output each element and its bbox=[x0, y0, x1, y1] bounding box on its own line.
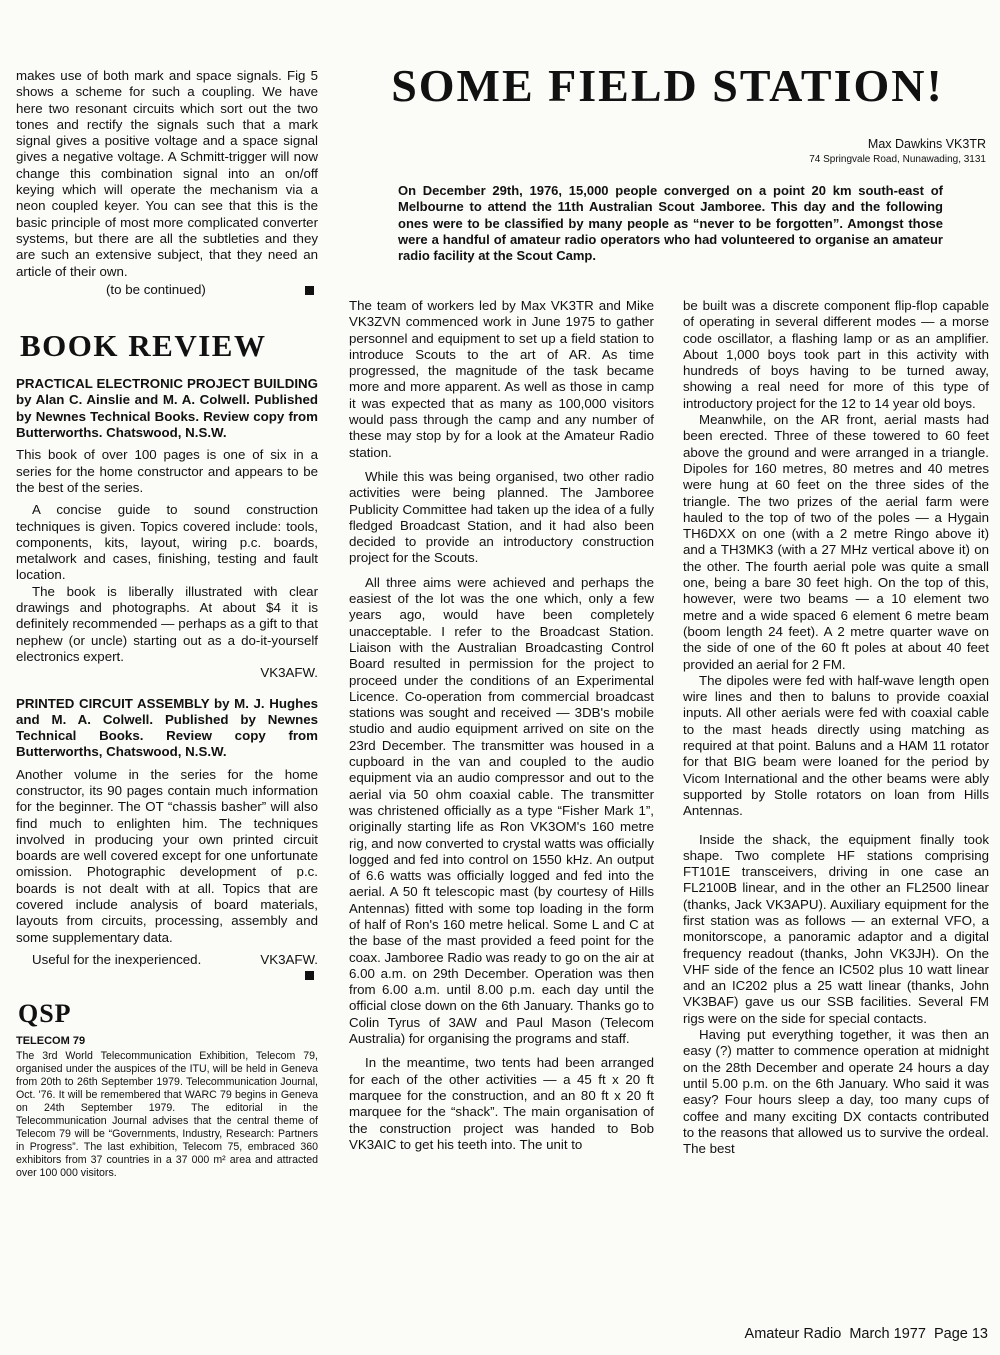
article-para-8: Inside the shack, the equipment finally took shape. Two complete HF stations comprising FT101E transceivers, driving in one case an FL2100B linear, and in the other an FL2500 linear (thanks, Jack VK3APU). Auxiliary equipment for the first station was as follows — an external VFO, a monitorscope, a panoramic adaptor and a digital frequency readout (thanks, John VK3JH). On the VHF side of the fence an IC502 plus 10 watt linear and an IC202 plus a 25 watt linear (thanks, John VK3BAF) gave us our SSB facilities. Several FM rigs were on the side for special contacts. bbox=[683, 831, 989, 1026]
article-para-3: All three aims were achieved and perhaps the easiest of the lot was the one which, only a few years ago, would have been completely unacceptable. I refer to the Broadcast Station. Liaison with the Australian Broadcasting Control Board resulted in permission for the project to proceed under the conditions of an Experimental Licence. Co-operation from commercial broadcast stations was sought and received — 3DB's mobile studio and audio equipment arrived on site on the 23rd December. The transmitter was housed in a cupboard in the van and coupled to the audio equipment via an audio compressor and out to the aerial via 50 ohm coaxial cable. The transmitter was christened officially as a type “Fisher Mark 1”, originally starting life as Ron VK3OM's 160 metre rig, and now converted to crystal watts was officially logged and fed into control on 1550 kHz. An output of 6.6 watts was officially logged and fed into the aerial. A 50 ft telescopic mast (by courtesy of Hills Antennas) fitted with some top loading in the form of half of Ron's 160 metre helical. Some L and C at the base of the mast provided a feed point for the coax. Jamboree Radio was ready to go on the air at 6.00 a.m. on 29th December. Operation was then from 6.00 a.m. until 8.00 p.m. each day until the official close down on the 6th January. Thanks go to Colin Tyrus of 3AW and Paul Mason (Telecom Australia) for organising the programs and staff. bbox=[349, 574, 654, 1047]
continuation-paragraph: makes use of both mark and space signals. Fig 5 shows a scheme for such a coupling. We have here two resonant circuits which sort out the two tones and rectify the signals such that a mark signal gives a positive voltage and a space signal gives a negative voltage. A Schmitt-trigger will now change this combination signal into an on/off keying which will operate the mechanism via a neon coupled keyer. You can see that this is the basic principle of most more complicated converter systems, but there are all the subtleties and they are such an extensive subject, that they need an article of their own. bbox=[16, 68, 318, 279]
continued-line bbox=[16, 282, 318, 298]
byline bbox=[809, 137, 986, 167]
qsp-heading: QSP bbox=[18, 998, 72, 1028]
review1-citation: PRACTICAL ELECTRONIC PROJECT BUILDING by Alan C. Ainslie and M. A. Colwell. Published by Newnes Technical Books. Review copy from Butterworths. Chatswood, N.S.W. bbox=[16, 376, 318, 441]
article-para-5: be built was a discrete component flip-flop capable of operating in several different modes — a morse code oscillator, a flashing lamp or as an amplifier. About 1,000 boys took part in this activity with hundreds of boys having to be turned away, showing a real need for more of this type of introductory project for the 12 to 14 year old boys. bbox=[683, 298, 989, 411]
end-mark bbox=[305, 286, 314, 295]
review2-signature: VK3AFW. bbox=[260, 951, 318, 967]
article-para-4: In the meantime, two tents had been arranged for each of the other activities — a 45 ft x 20 ft marquee for the construction, and an 80 ft x 20 ft marquee for the “shack”. The main organisation of the construction project was handed to Bob VK3AIC to get his teeth into. The unit to bbox=[349, 1055, 654, 1152]
to-be-continued: (to be continued) bbox=[106, 281, 206, 297]
review1-signature: VK3AFW. bbox=[260, 665, 318, 681]
article-title: SOME FIELD STATION! bbox=[391, 60, 944, 111]
left-column bbox=[16, 68, 318, 1180]
middle-column bbox=[349, 298, 654, 1153]
review1-para-2: A concise guide to sound construction techniques is given. Topics covered include: tools, components, kits, layout, wiring p.c. boards, metalwork and cases, finishing, testing and fault location. bbox=[16, 502, 318, 583]
article-para-6: Meanwhile, on the AR front, aerial masts had been erected. Three of these towered to 60 feet above the ground and were arranged in a triangle. Dipoles for 160 metres, 80 metres and 40 metres were hung at 60 feet on the three sides of the triangle. The two prizes of the aerial farm were hauled to the top of two of the poles — a Hygain TH6DXX on one (with a 2 metre Ringo above it) and a TH3MK3 (with a 27 MHz vertical above it) on the other. The fourth aerial pole was quite a small one, being a bare 30 feet high. On the top of this, however, were two beams — a 10 element two metre and a wide spaced 6 element 6 metre beam (boom length 24 feet). A 2 metre quarter wave on the side of one of the 60 ft poles at about 40 feet provided an aerial for 2 FM. bbox=[683, 412, 989, 672]
review1-para-1: This book of over 100 pages is one of six in a series for the home constructor and appears to be the best of the series. bbox=[16, 447, 318, 495]
article-para-1: The team of workers led by Max VK3TR and Mike VK3ZVN commenced work in June 1975 to gather personnel and equipment to set up a field station to introduce Scouts to the art of AR. As time progressed, the magnitude of the task became more and more apparent. As well as those in camp it was expected that as many as 100,000 visitors would pass through the camp and any number of these may stop by for a look at the Amateur Radio station. bbox=[349, 298, 654, 460]
article-para-9: Having put everything together, it was then an easy (?) matter to commence operation at midnight on the 28th December and operate 24 hours a day until 5.00 p.m. on the 6th January. Who said it was easy? Four hours sleep a day, too many cups of coffee and many exciting DX contacts contributed to the reasons that allowed us to survive the ordeal. The best bbox=[683, 1027, 989, 1157]
end-mark bbox=[305, 971, 314, 980]
review2-para-1: Another volume in the series for the home constructor, its 90 pages contain much information for the beginner. The OT “chassis basher” will also find much to enlighten him. The techniques involved in producing your own printed circuit boards are well covered except for one unfortunate omission. Photographic development of p.c. boards is not dealt with at all. Topics that are covered include analysis of board materials, layouts from circuits, processing, assembly and some supplementary data. bbox=[16, 766, 318, 945]
qsp-body: The 3rd World Telecommunication Exhibition, Telecom 79, organised under the auspices of the ITU, will be held in Geneva from 20th to 26th September 1979. Telecommunication Journal, Oct. '76. It will be remembered that WARC 79 begins in Geneva on 24th September 1979. The editorial in the Telecommunication Journal advises that the central theme of Telecom 79 will be “Governments, Industry, Research: Partners in Progress”. The last exhibition, Telecom 75, embraced 360 exhibitors from 37 countries in a 37 000 m² area and attracted over 100 000 visitors. bbox=[16, 1050, 318, 1179]
footer-issue: March 1977 bbox=[849, 1326, 926, 1342]
article-lead: On December 29th, 1976, 15,000 people converged on a point 20 km south-east of Melbourne to attend the 11th Australian Scout Jamboree. This day and the following ones were to be classified by many people as “never to be forgotten”. Amongst those were a handful of amateur radio operators who had volunteered to organise an amateur radio facility at the Scout Camp. bbox=[398, 183, 943, 264]
article-para-2: While this was being organised, two other radio activities were being planned. The Jamboree Publicity Committee had taken up the idea of a fully fledged Broadcast Station, and it had also been decided to provide an introductory construction project for the Scouts. bbox=[349, 468, 654, 566]
review2-citation: PRINTED CIRCUIT ASSEMBLY by M. J. Hughes and M. A. Colwell. Published by Newnes Technical Books. Review copy from Butterworths, Chatswood, N.S.W. bbox=[16, 695, 318, 760]
article-para-7: The dipoles were fed with half-wave length open wire lines and then to baluns to provide coaxial inputs. All other aerials were fed with coaxial cable to the mast heads directly using matching as required at that point. Baluns and a HAM 11 rotator for that BIG beam were loaned for the period by Vicom International and the other beams were ably supported by Stolle rotators on loan from Hills Antennas. bbox=[683, 672, 989, 819]
author: Max Dawkins VK3TR bbox=[867, 137, 986, 151]
review2-endmark-line bbox=[16, 968, 318, 984]
footer-page: Page 13 bbox=[933, 1326, 988, 1342]
qsp-subheading: TELECOM 79 bbox=[16, 1034, 86, 1047]
right-column bbox=[683, 298, 989, 1157]
author-address: 74 Springvale Road, Nunawading, 3131 bbox=[809, 154, 986, 165]
review2-closing-line bbox=[16, 952, 318, 968]
review2-closing: Useful for the inexperienced. bbox=[32, 951, 202, 967]
book-review-heading: BOOK REVIEW bbox=[20, 328, 267, 364]
footer-magazine: Amateur Radio bbox=[744, 1326, 842, 1342]
review1-para-3: The book is liberally illustrated with clear drawings and photographs. At about $4 it is definitely recommended — perhaps as a gift to that nephew (or uncle) starting out as a do-it-yourself electronics expert. bbox=[16, 583, 318, 664]
page-footer bbox=[745, 1326, 988, 1342]
